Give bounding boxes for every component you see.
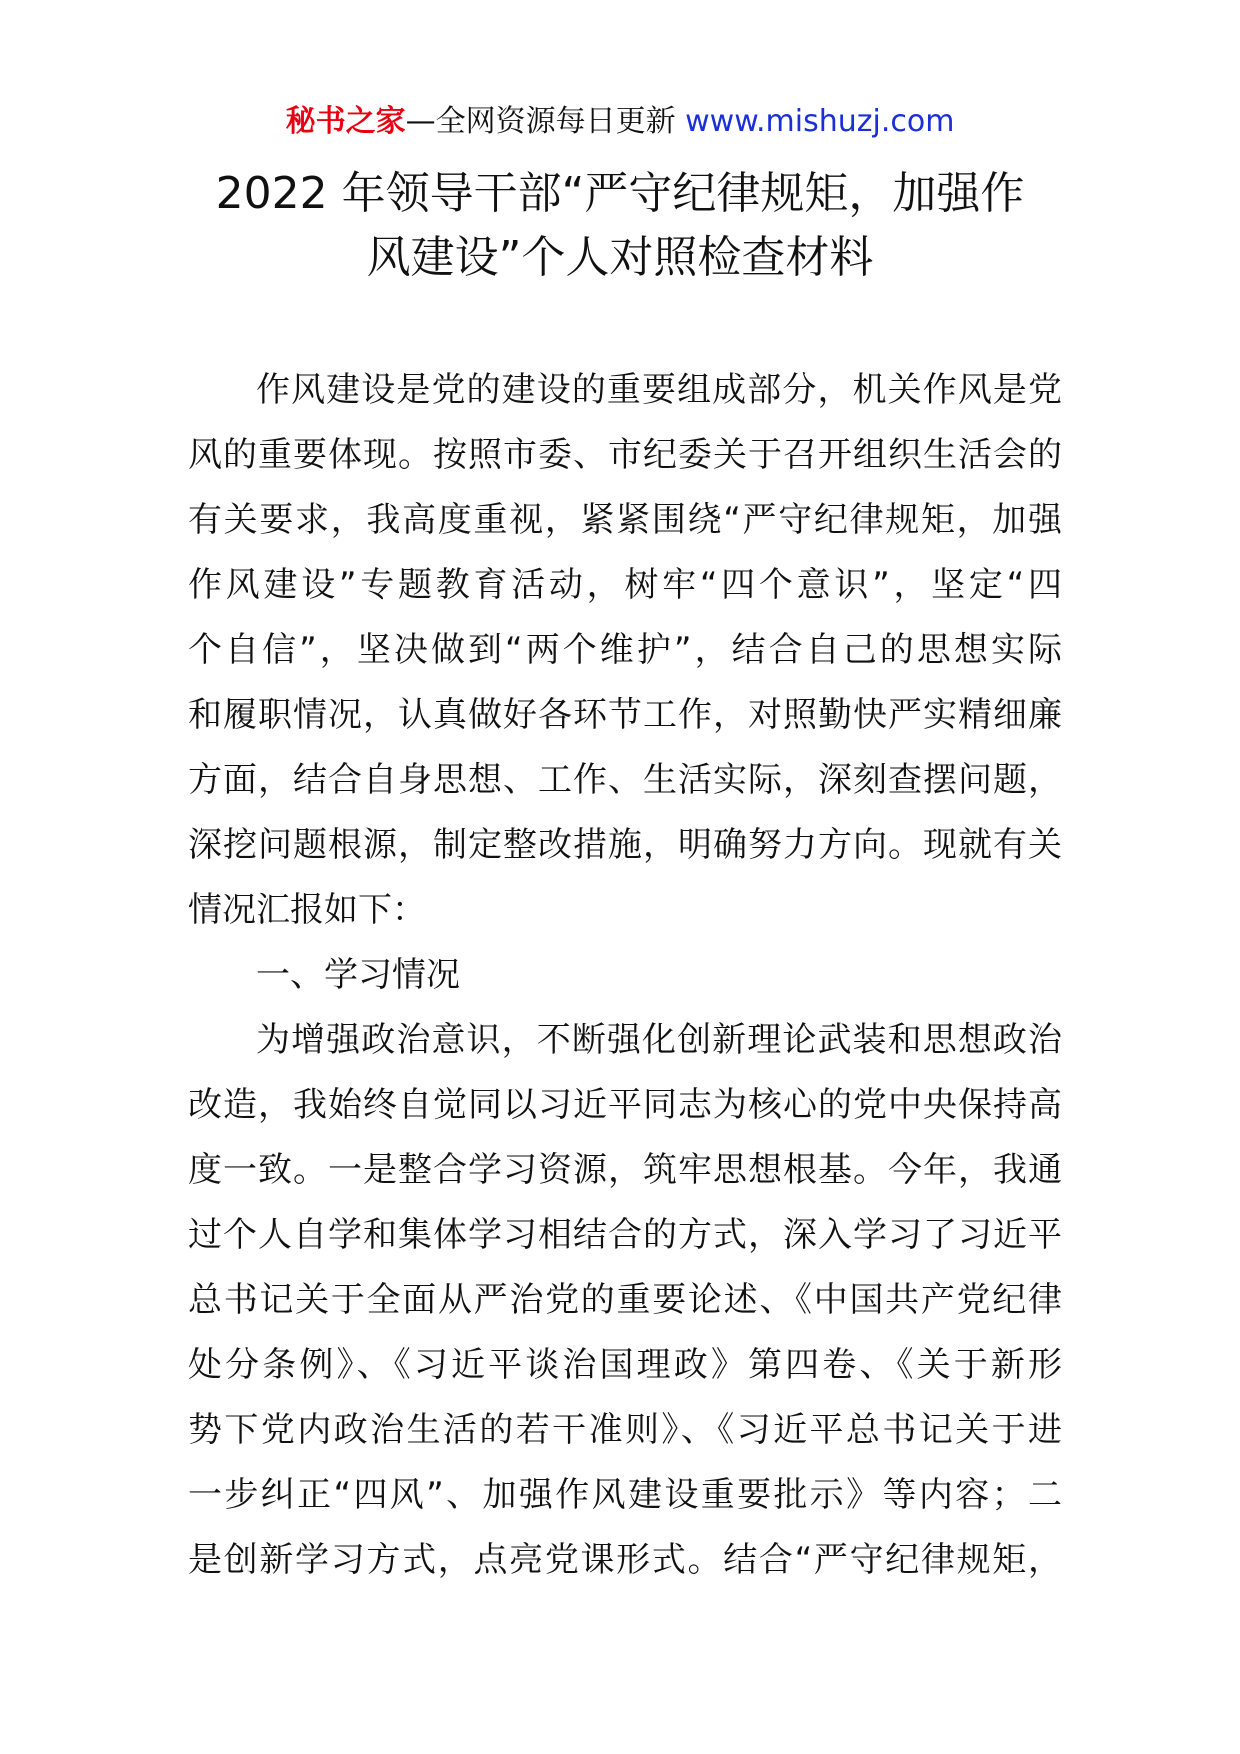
title-line-1: 2022 年领导干部“严守纪律规矩，加强作 (215, 168, 1025, 219)
text-line: 为增强政治意识，不断强化创新理论武装和思想政治 (256, 1020, 1062, 1060)
text-line: 度一致。一是整合学习资源，筑牢思想根基。今年，我通 (188, 1150, 1062, 1190)
text-line: 势下党内政治生活的若干准则》、《习近平总书记关于进 (188, 1410, 1062, 1450)
site-url-link[interactable]: www.mishuzj.com (685, 104, 955, 139)
text-line: 处分条例》、《习近平谈治国理政》第四卷、《关于新形 (188, 1345, 1062, 1385)
text-line: 有关要求，我高度重视，紧紧围绕“严守纪律规矩，加强 (188, 500, 1062, 540)
brand-name: 秘书之家 (285, 104, 406, 139)
document-body (188, 358, 1062, 1593)
section-heading-study: 一、学习情况 (256, 955, 460, 995)
text-line: 改造，我始终自觉同以习近平同志为核心的党中央保持高 (188, 1085, 1062, 1125)
text-line: 风的重要体现。按照市委、市纪委关于召开组织生活会的 (188, 435, 1062, 475)
text-line: 过个人自学和集体学习相结合的方式，深入学习了习近平 (188, 1215, 1062, 1255)
title-line-2: 风建设”个人对照检查材料 (366, 232, 874, 283)
site-header (0, 100, 1240, 144)
text-line: 情况汇报如下： (188, 890, 426, 930)
paragraph-study (188, 1008, 1062, 1593)
text-line: 作风建设是党的建设的重要组成部分，机关作风是党 (256, 370, 1062, 410)
text-line: 深挖问题根源，制定整改措施，明确努力方向。现就有关 (188, 825, 1062, 865)
text-line: 一步纠正“四风”、加强作风建设重要批示》等内容；二 (188, 1475, 1062, 1515)
text-line: 总书记关于全面从严治党的重要论述、《中国共产党纪律 (188, 1280, 1062, 1320)
document-title (150, 162, 1090, 290)
text-line: 是创新学习方式，点亮党课形式。结合“严守纪律规矩， (188, 1540, 1062, 1580)
header-tagline: —全网资源每日更新 (405, 104, 676, 139)
text-line: 和履职情况，认真做好各环节工作，对照勤快严实精细廉 (188, 695, 1062, 735)
text-line: 方面，结合自身思想、工作、生活实际，深刻查摆问题， (188, 760, 1062, 800)
text-line: 个自信”，坚决做到“两个维护”，结合自己的思想实际 (188, 630, 1062, 670)
text-line: 作风建设”专题教育活动，树牢“四个意识”，坚定“四 (188, 565, 1062, 605)
paragraph-intro (188, 358, 1062, 943)
